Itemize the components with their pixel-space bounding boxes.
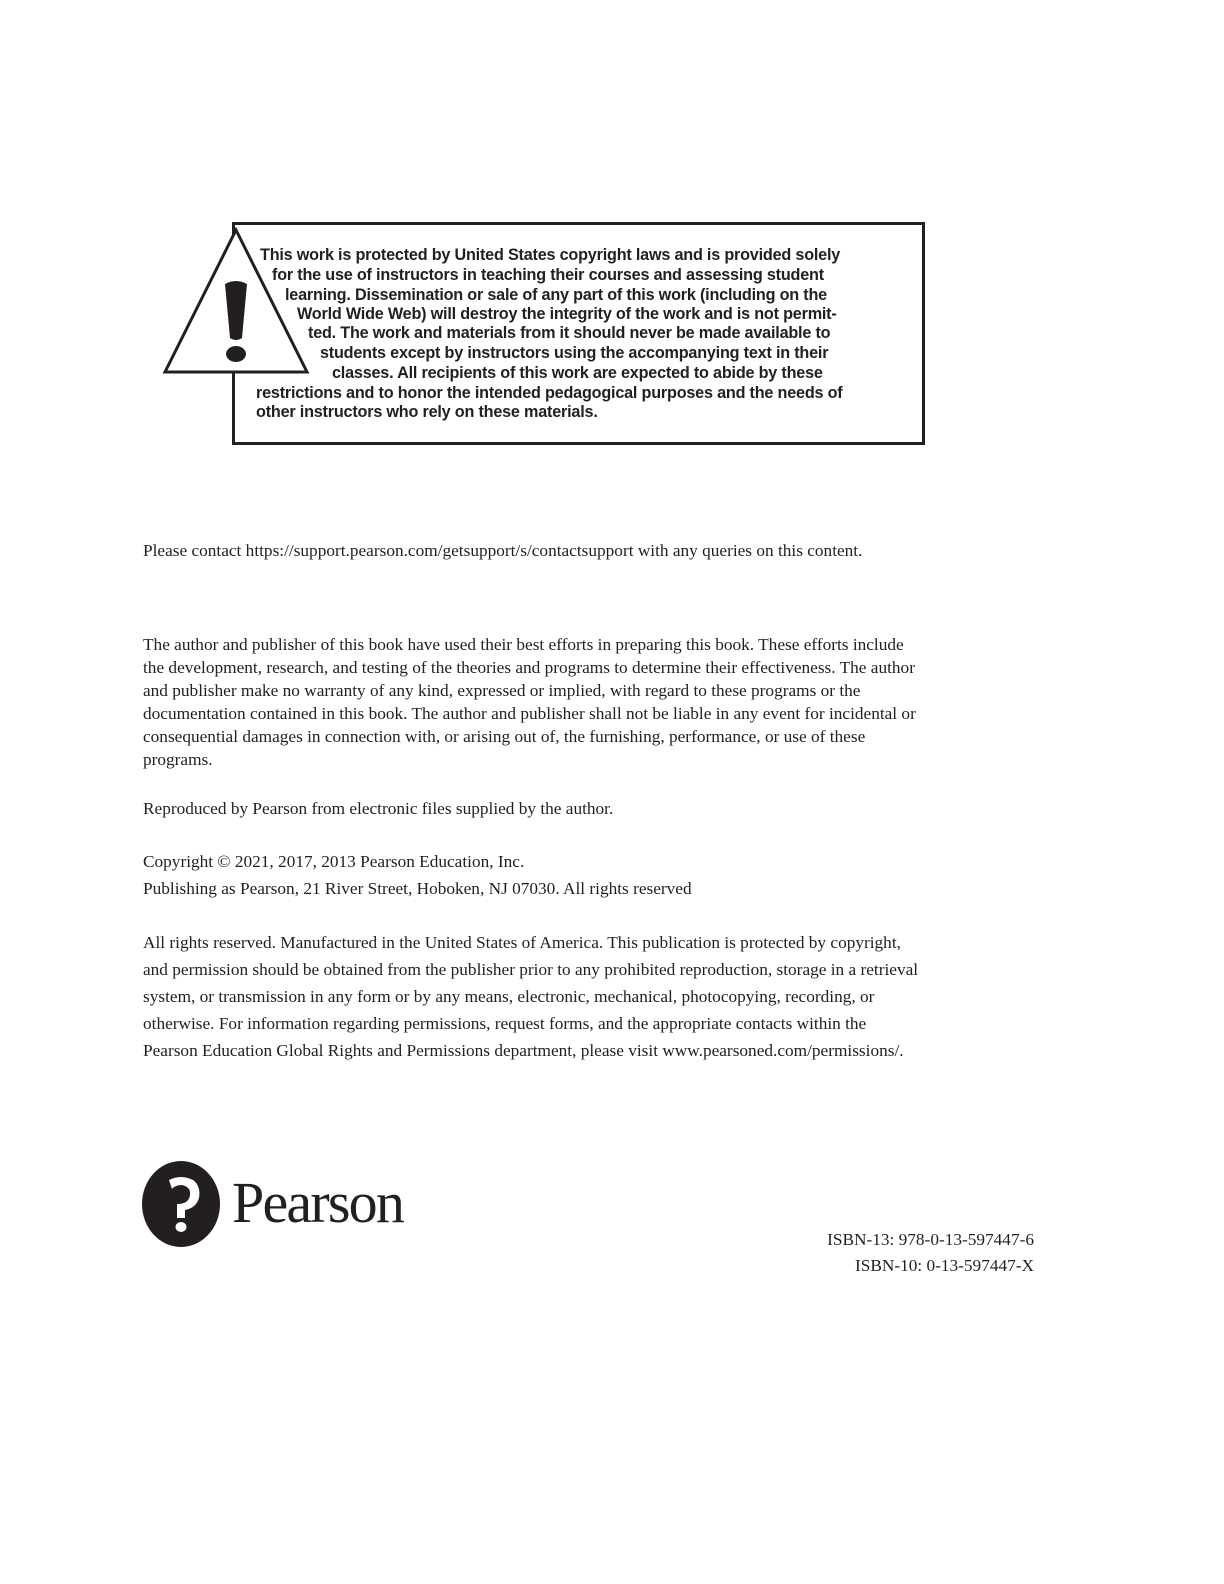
rights-paragraph [143,929,918,1064]
warning-line: ted. The work and materials from it should never be made available to [308,324,831,342]
warning-line: learning. Dissemination or sale of any part of this work (including on the [285,286,827,304]
warning-line: for the use of instructors in teaching their courses and assessing student [272,266,824,284]
pearson-wordmark: Pearson [232,1170,404,1235]
reproduced-line: Reproduced by Pearson from electronic files supplied by the author. [143,799,614,818]
warning-line: students except by instructors using the accompanying text in their [320,344,829,362]
warning-line: other instructors who rely on these materials. [256,403,598,421]
disclaimer-line: documentation contained in this book. The author and publisher shall not be liable in any event for incidental or [143,704,916,723]
disclaimer-line: consequential damages in connection with, or arising out of, the furnishing, performance, or use of these [143,727,866,746]
warning-line: restrictions and to honor the intended pedagogical purposes and the needs of [256,384,843,402]
warning-line: World Wide Web) will destroy the integrity of the work and is not permit- [297,305,837,323]
rights-line: and permission should be obtained from the publisher prior to any prohibited reproduction, storage in a retrieval [143,960,919,979]
rights-line: otherwise. For information regarding permissions, request forms, and the appropriate contacts within the [143,1014,867,1033]
copyright-line: Copyright © 2021, 2017, 2013 Pearson Education, Inc. [143,852,525,871]
isbn-10: ISBN-10: 0-13-597447-X [854,1256,1034,1275]
contact-support-text [143,539,862,562]
isbn-13: ISBN-13: 978-0-13-597447-6 [827,1230,1034,1249]
reproduced-note [143,797,613,820]
rights-line: Pearson Education Global Rights and Permissions department, please visit www.pearsoned.com/permissions/. [143,1041,904,1060]
disclaimer-line: programs. [143,750,213,769]
warning-line: This work is protected by United States copyright laws and is provided solely [260,246,841,264]
disclaimer-line: The author and publisher of this book have used their best efforts in preparing this book. These efforts include [143,635,904,654]
rights-line: All rights reserved. Manufactured in the United States of America. This publication is protected by copyright, [143,933,901,952]
disclaimer-paragraph [143,633,916,771]
copyright-block [143,848,692,902]
pearson-logo-icon [141,1160,221,1248]
copyright-line: Publishing as Pearson, 21 River Street, Hoboken, NJ 07030. All rights reserved [143,879,692,898]
warning-line: classes. All recipients of this work are expected to abide by these [332,364,823,382]
rights-line: system, or transmission in any form or by any means, electronic, mechanical, photocopying, recording, or [143,987,875,1006]
disclaimer-line: the development, research, and testing of the theories and programs to determine their effectiveness. The author [143,658,915,677]
disclaimer-line: and publisher make no warranty of any kind, expressed or implied, with regard to these programs or the [143,681,861,700]
contact-line: Please contact https://support.pearson.com/getsupport/s/contactsupport with any queries on this content. [143,541,863,560]
